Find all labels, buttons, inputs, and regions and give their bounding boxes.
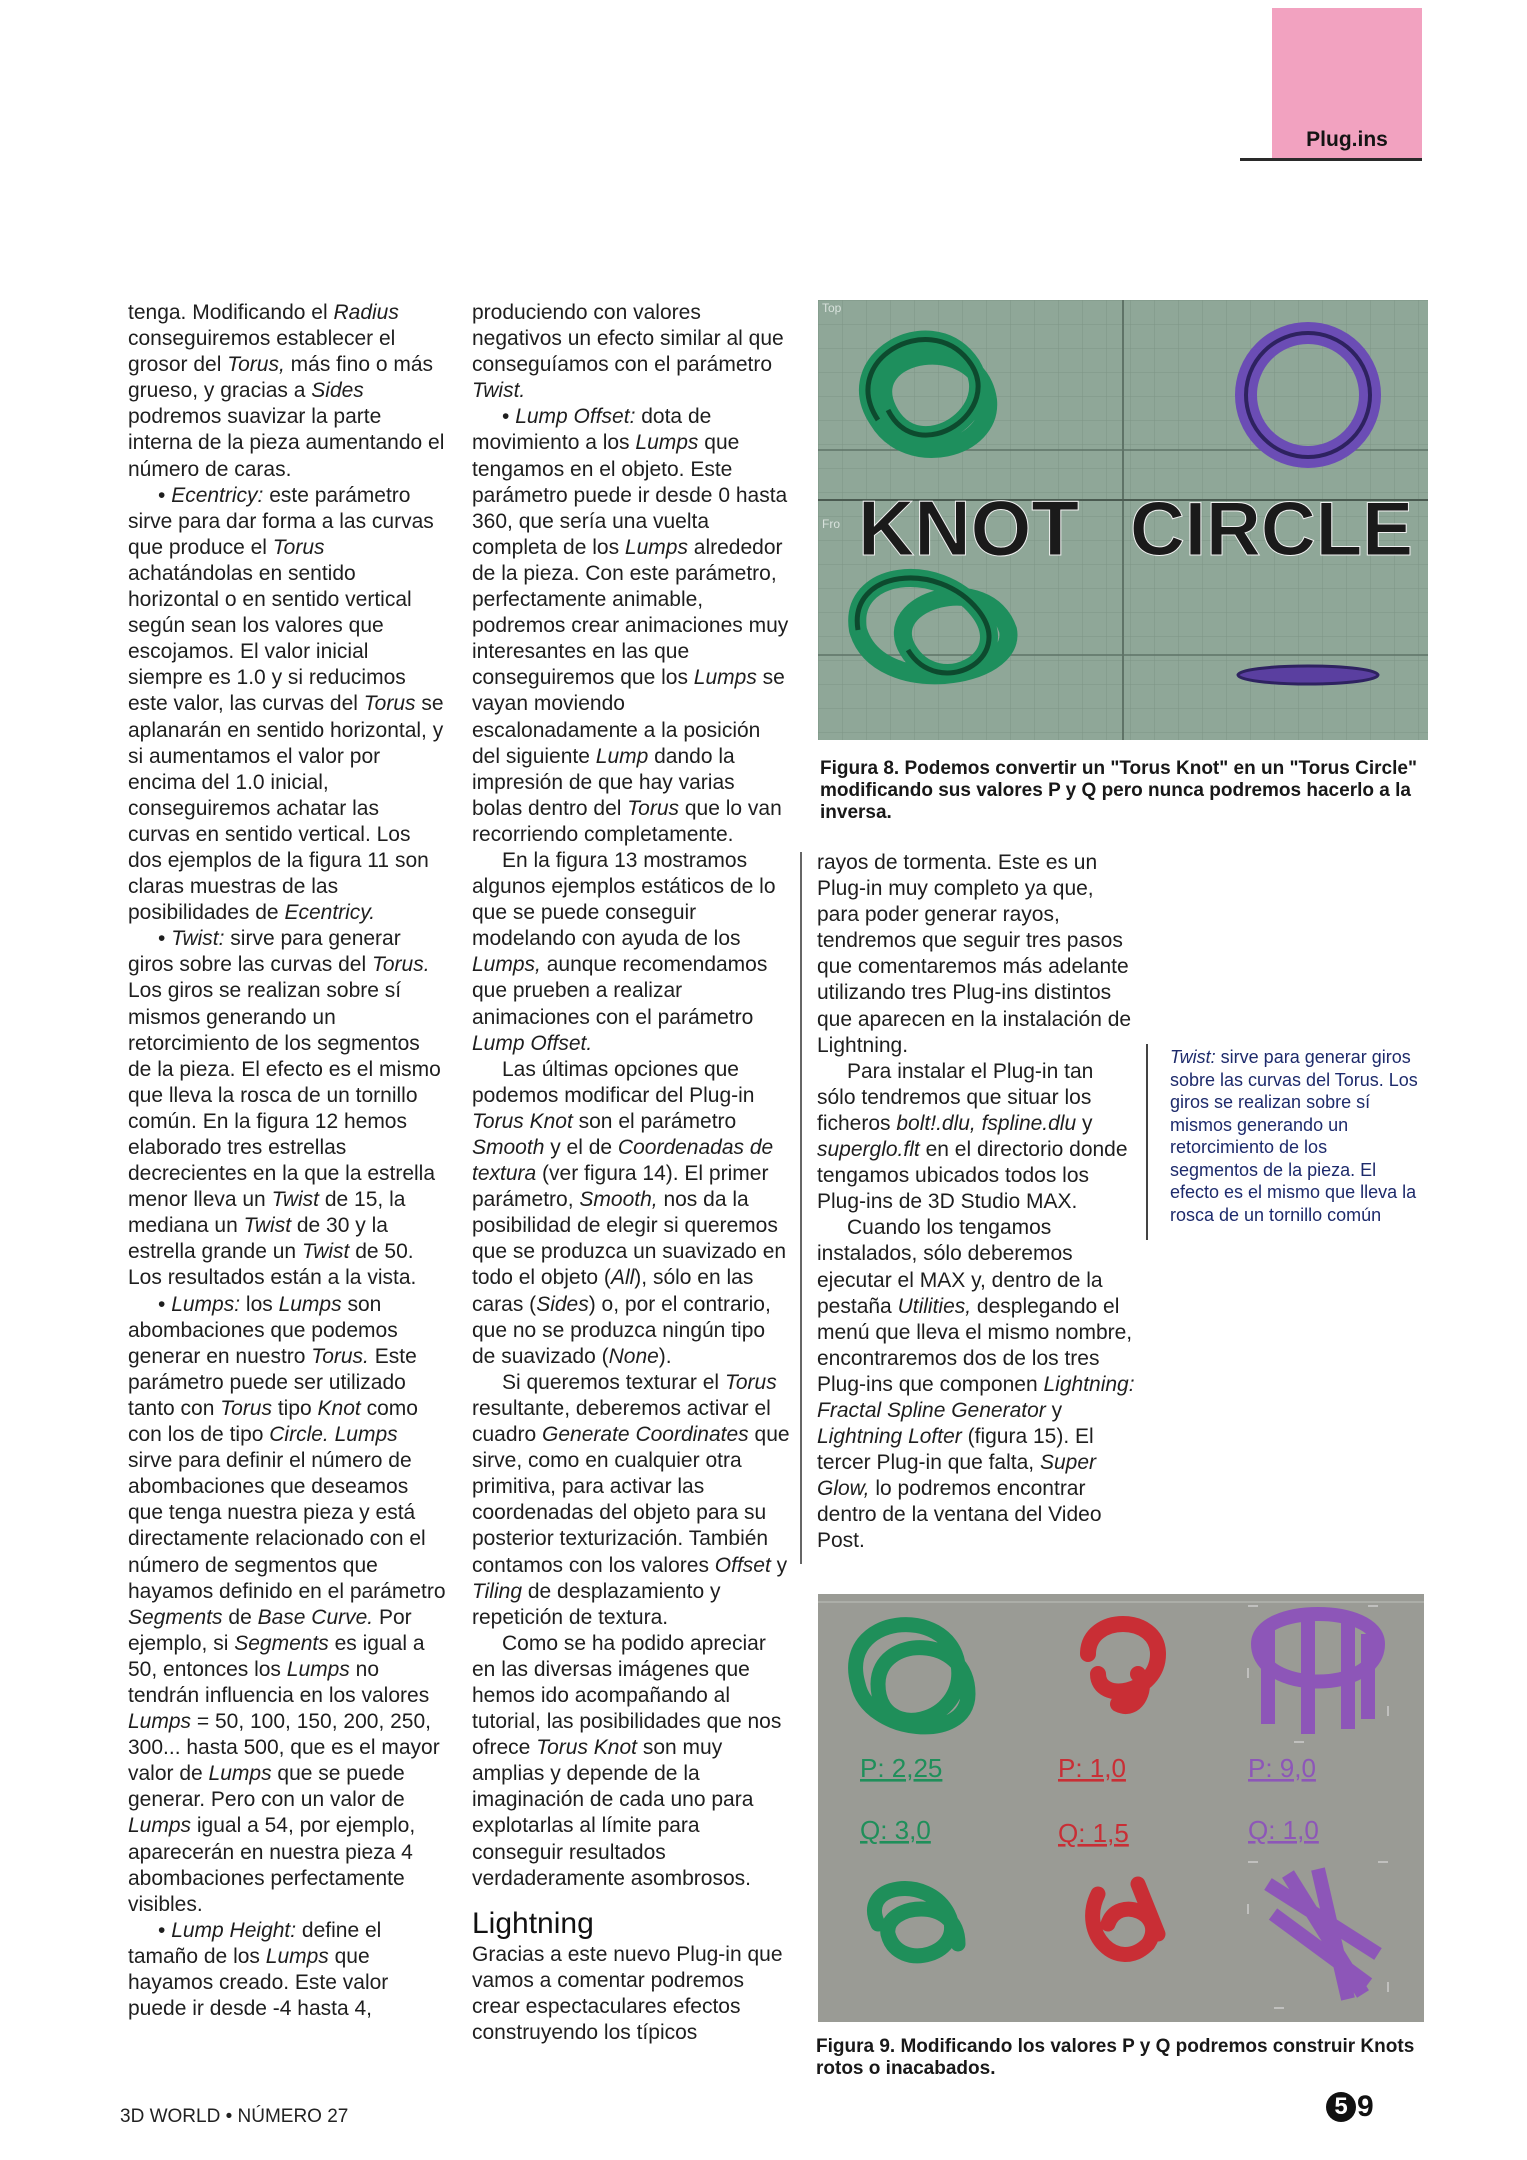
purple-p-value: P: 9,0 (1248, 1753, 1316, 1783)
section-label: Plug.ins (1306, 128, 1388, 151)
sidebar-rule (1146, 1044, 1148, 1240)
magazine-footer: 3D WORLD • NÚMERO 27 (120, 2106, 349, 2127)
figure-9-caption: Figura 9. Modificando los valores P y Q podremos construir Knots rotos o inacabados. (816, 2036, 1415, 2079)
col2-paragraph-smooth: Las últimas opciones que podemos modificar del Plug-in Torus Knot son el parámetro Smooth y el de Coordenadas de textura (ver figura 14). El primer parámetro, Smooth, nos da la posibilidad de elegir si queremos que se produzca un suavizado en todo el objeto (All), sólo en las caras (Sides) o, por el contrario, que no se produzca ningún tipo de suavizado (None). (472, 1057, 787, 1368)
col2-paragraph-1: produciendo con valores negativos un efecto similar al que conseguíamos con el parámetro Twist. (472, 301, 784, 403)
column-1 (128, 300, 446, 2022)
circle-label: CIRCLE (1130, 487, 1413, 572)
page-number-circle: 5 (1326, 2092, 1356, 2122)
column-divider (800, 852, 802, 1564)
lightning-intro: Gracias a este nuevo Plug-in que vamos a comentar podremos crear espectaculares efectos construyendo los típicos (472, 1942, 783, 2044)
column-3 (817, 850, 1135, 1555)
green-p-value: P: 2,25 (860, 1753, 943, 1783)
page-number (1326, 2090, 1374, 2124)
col2-paragraph-texture: Si queremos texturar el Torus resultante, deberemos activar el cuadro Generate Coordinates que sirve, como en cualquier otra primitiva, para activar las coordenadas del objeto para su posterior texturización. También contamos con los valores Offset y Tiling de desplazamiento y repetición de textura. (472, 1370, 790, 1629)
col1-paragraph-lumps: • Lumps: los Lumps son abombaciones que podemos generar en nuestro Torus. Este parámetro puede ser utilizado tanto con Torus tipo Knot como con los de tipo Circle. Lumps sirve para definir el número de abombaciones que deseamos que tenga nuestra pieza y está directamente relacionado con el número de segmentos que hayamos definido en el parámetro Segments de Base Curve. Por ejemplo, si Segments es igual a 50, entonces los Lumps no tendrán influencia en los valores Lumps = 50, 100, 150, 200, 250, 300... hasta 500, que es el mayor valor de Lumps que se puede generar. Pero con un valor de Lumps igual a 54, por ejemplo, aparecerán en nuestra pieza 4 abombaciones perfectamente visibles. (128, 1292, 446, 1916)
viewport-top-label: Top (822, 301, 842, 315)
col1-paragraph-1: tenga. Modificando el Radius conseguiremos establecer el grosor del Torus, más fino o más grueso, y gracias a Sides podremos suavizar la parte interna de la pieza aumentando el número de caras. (128, 301, 445, 481)
red-p-value: P: 1,0 (1058, 1753, 1126, 1783)
purple-torus-front-shape (1238, 666, 1378, 684)
col2-paragraph-conclusion: Como se ha podido apreciar en las diversas imágenes que hemos ido acompañando al tutorial, las posibilidades que nos ofrece Torus Knot son muy amplias y depende de la imaginación de cada uno para explotarlas al límite para conseguir resultados verdaderamente asombrosos. (472, 1631, 782, 1890)
col3-paragraph-utilities: Cuando los tengamos instalados, sólo deberemos ejecutar el MAX y, dentro de la pestaña Utilities, desplegando el menú que lleva el mismo nombre, encontraremos dos de los tres Plug-ins que componen Lightning: Fractal Spline Generator y Lightning Lofter (figura 15). El tercer Plug-in que falta, Super Glow, lo podremos encontrar dentro de la ventana del Video Post. (817, 1216, 1135, 1553)
col1-paragraph-twist: • Twist: sirve para generar giros sobre las curvas del Torus. Los giros se realizan sobre sí mismos generando un retorcimiento de los segmentos de la pieza. El efecto es el mismo que lleva la rosca de un tornillo común. En la figura 12 hemos elaborado tres estrellas decrecientes en la que la estrella menor lleva un Twist de 15, la mediana un Twist de 30 y la estrella grande un Twist de 50. Los resultados están a la vista. (128, 927, 441, 1290)
col3-paragraph-install: Para instalar el Plug-in tan sólo tendremos que situar los ficheros bolt!.dlu, fspline.dlu y superglo.flt en el directorio donde tengamos ubicados todos los Plug-ins de 3D Studio MAX. (817, 1059, 1128, 1214)
col1-paragraph-lump-height: • Lump Height: define el tamaño de los Lumps que hayamos creado. Este valor puede ir desde -4 hasta 4, (128, 1918, 389, 2021)
viewport-front-label: Fro (822, 517, 840, 531)
purple-q-value: Q: 1,0 (1248, 1815, 1319, 1845)
col3-paragraph-1: rayos de tormenta. Este es un Plug-in muy completo ya que, para poder generar rayos, tendremos que seguir tres pasos que comentaremos más adelante utilizando tres Plug-ins distintos que aparecen en la instalación de Lightning. (817, 851, 1132, 1057)
page-number-digit: 9 (1357, 2090, 1374, 2123)
col2-paragraph-lump-offset: • Lump Offset: dota de movimiento a los Lumps que tengamos en el objeto. Este parámetro puede ir desde 0 hasta 360, que sería una vuelta completa de los Lumps alrededor de la pieza. Con este parámetro, perfectamente animable, podremos crear animaciones muy interesantes en las que conseguiremos que los Lumps se vayan moviendo escalonadamente a la posición del siguiente Lump dando la impresión de que hay varias bolas dentro del Torus que lo van recorriendo completamente. (472, 405, 789, 846)
column-2 (472, 300, 790, 2046)
red-q-value: Q: 1,5 (1058, 1818, 1129, 1848)
pull-quote-sidebar: Twist: sirve para generar giros sobre las curvas del Torus. Los giros se realizan sobre sí mismos generando un retorcimiento de los segmentos de la pieza. El efecto es el mismo que lleva la rosca de un tornillo común (1170, 1047, 1418, 1225)
figure-9-image (818, 1594, 1424, 2022)
knot-label: KNOT (858, 484, 1079, 572)
col1-paragraph-ecentricy: • Ecentricy: este parámetro sirve para dar forma a las curvas que produce el Torus achatándolas en sentido horizontal o en sentido vertical según sean los valores que escojamos. El valor inicial siempre es 1.0 y si reducimos este valor, las curvas del Torus se aplanarán en sentido horizontal, y si aumentamos el valor por encima del 1.0 inicial, conseguiremos achatar las curvas en sentido vertical. Los dos ejemplos de la figura 11 son claras muestras de las posibilidades de Ecentricy. (128, 483, 444, 925)
figure-8-caption: Figura 8. Podemos convertir un "Torus Knot" en un "Torus Circle" modificando sus valores P y Q pero nunca podremos hacerlo a la inversa. (820, 758, 1417, 823)
header-rule (1240, 158, 1422, 161)
col2-paragraph-figure13: En la figura 13 mostramos algunos ejemplos estáticos de lo que se puede conseguir modelando con ayuda de los Lumps, aunque recomendamos que prueben a realizar animaciones con el parámetro Lump Offset. (472, 848, 776, 1055)
figure-8-image (818, 300, 1428, 740)
green-q-value: Q: 3,0 (860, 1815, 931, 1845)
lightning-heading: Lightning (472, 1906, 594, 1940)
